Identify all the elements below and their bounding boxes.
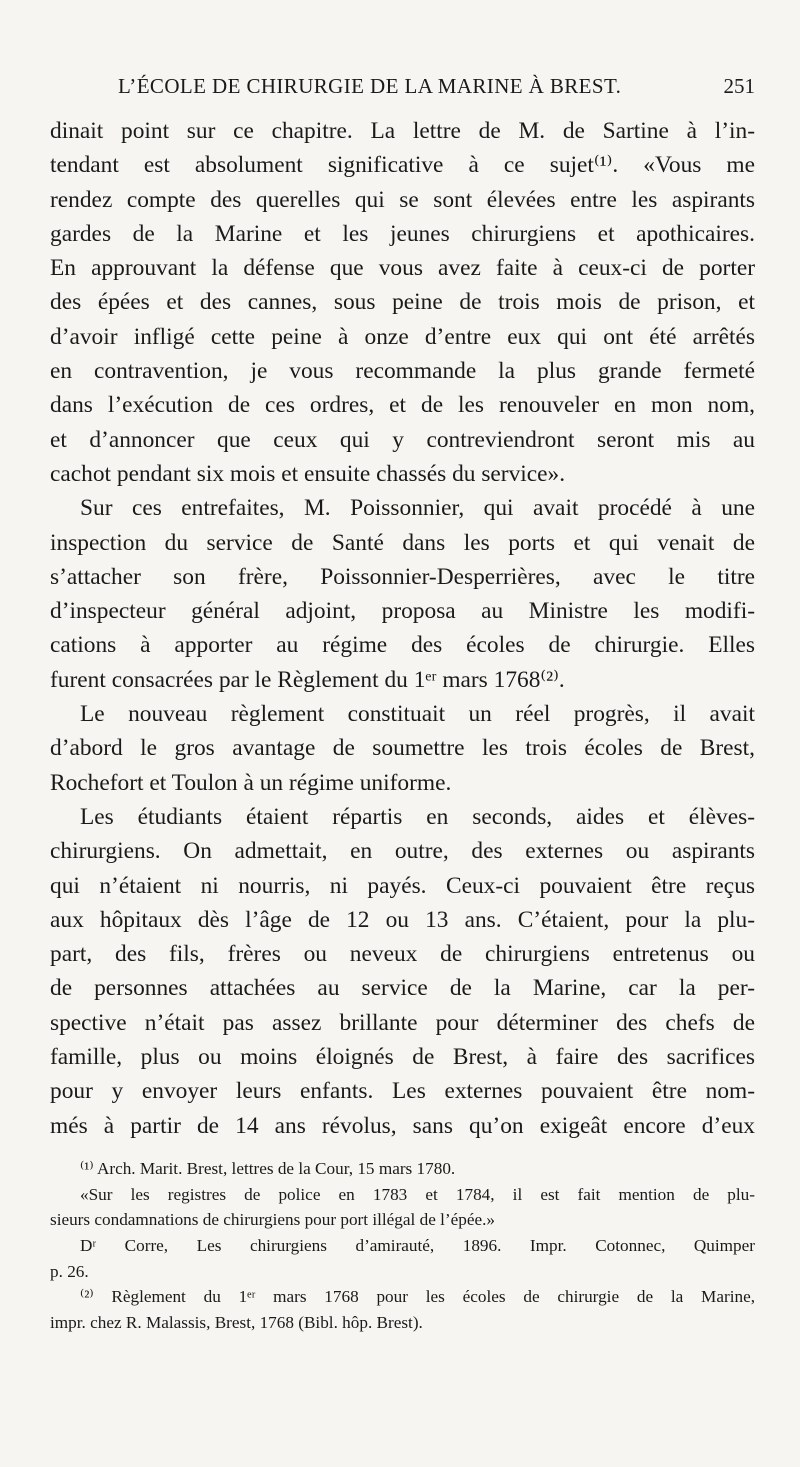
text-line: Rochefort et Toulon à un régime uniforme. [50,769,452,796]
page-header [50,74,755,106]
text-line: tendant est absolument significative à ce sujet⁽¹⁾. «Vous me [50,152,755,179]
text-line: s’attacher son frère, Poissonnier-Desperrières, avec le titre [50,563,755,590]
text-line: spective n’était pas assez brillante pour déterminer des chefs de [50,1009,755,1036]
text-line: En approuvant la défense que vous avez faite à ceux-ci de porter [50,255,755,282]
footnote-line: sieurs condamnations de chirurgiens pour port illégal de l’épée.» [50,1210,495,1230]
text-line: rendez compte des querelles qui se sont élevées entre les aspirants [50,186,755,213]
text-line: Le nouveau règlement constituait un réel progrès, il avait [80,701,755,728]
footnote-line: ⁽²⁾ Règlement du 1ᵉʳ mars 1768 pour les écoles de chirurgie de la Marine, [80,1287,755,1307]
text-line: pour y envoyer leurs enfants. Les externes pouvaient être nom- [50,1078,755,1105]
footnote-line: Dʳ Corre, Les chirurgiens d’amirauté, 1896. Impr. Cotonnec, Quimper [80,1236,755,1256]
text-line: part, des fils, frères ou neveux de chirurgiens entretenus ou [50,941,755,968]
text-line: des épées et des cannes, sous peine de trois mois de prison, et [50,289,755,316]
text-line: et d’annoncer que ceux qui y contreviendront seront mis au [50,426,755,453]
body-text [50,114,755,1143]
text-line: d’abord le gros avantage de soumettre les trois écoles de Brest, [50,735,755,762]
text-line: cations à apporter au régime des écoles de chirurgie. Elles [50,632,755,659]
text-line: en contravention, je vous recommande la plus grande fermeté [50,358,755,385]
text-line: gardes de la Marine et les jeunes chirurgiens et apothicaires. [50,220,755,247]
footnotes [50,1156,755,1336]
text-line: cachot pendant six mois et ensuite chassés du service». [50,460,566,487]
text-line: famille, plus ou moins éloignés de Brest, à faire des sacrifices [50,1044,755,1071]
footnote-line: ⁽¹⁾ Arch. Marit. Brest, lettres de la Cour, 15 mars 1780. [80,1159,456,1178]
text-line: Les étudiants étaient répartis en seconds, aides et élèves- [80,803,755,830]
text-line: dinait point sur ce chapitre. La lettre de M. de Sartine à l’in- [50,118,755,144]
text-line: aux hôpitaux dès l’âge de 12 ou 13 ans. C’étaient, pour la plu- [50,906,755,933]
page-number: 251 [723,74,755,98]
text-line: Sur ces entrefaites, M. Poissonnier, qui avait procédé à une [80,495,755,522]
text-line: inspection du service de Santé dans les ports et qui venait de [50,529,755,556]
text-line: d’avoir infligé cette peine à onze d’entre eux qui ont été arrêtés [50,323,755,350]
text-line: de personnes attachées au service de la Marine, car la per- [50,975,755,1002]
running-title: L’ÉCOLE DE CHIRURGIE DE LA MARINE À BREST. [118,74,622,98]
book-page [50,0,755,1467]
footnote-line: p. 26. [50,1261,89,1281]
text-line: d’inspecteur général adjoint, proposa au Ministre les modifi- [50,598,755,625]
text-line: furent consacrées par le Règlement du 1ᵉʳ mars 1768⁽²⁾. [50,666,565,693]
text-line: chirurgiens. On admettait, en outre, des externes ou aspirants [50,838,755,865]
text-line: més à partir de 14 ans révolus, sans qu’on exigeât encore d’eux [50,1112,755,1139]
footnote-line: impr. chez R. Malassis, Brest, 1768 (Bibl. hôp. Brest). [50,1313,423,1333]
text-line: dans l’exécution de ces ordres, et de les renouveler en mon nom, [50,392,755,419]
text-line: qui n’étaient ni nourris, ni payés. Ceux-ci pouvaient être reçus [50,872,755,899]
footnote-line: «Sur les registres de police en 1783 et 1784, il est fait mention de plu- [80,1184,755,1204]
